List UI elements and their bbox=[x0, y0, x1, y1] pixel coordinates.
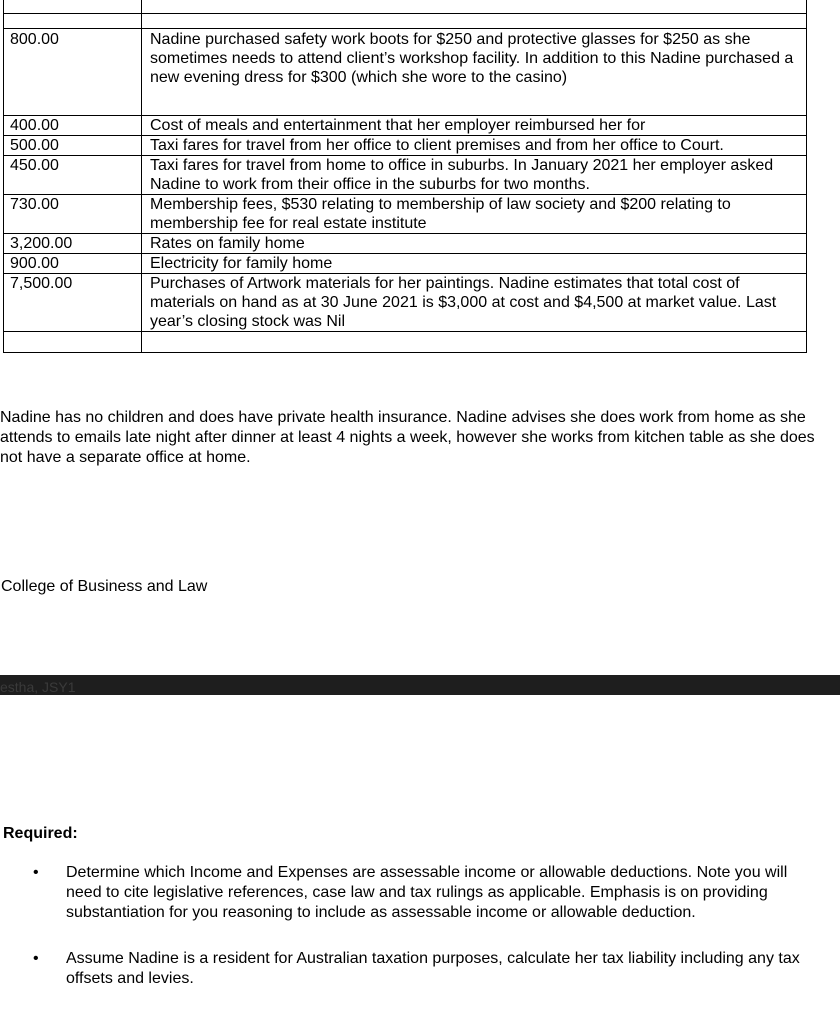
requirements-list bbox=[0, 863, 840, 989]
band-text: estha, JSY1 bbox=[0, 679, 76, 695]
case-note-paragraph: Nadine has no children and does have private health insurance. Nadine advises she does work from home as she attends to emails late night after dinner at least 4 nights a week, however she works from kitchen table as she does not have a separate office at home. bbox=[0, 409, 815, 466]
amount-cell: 800.00 bbox=[4, 29, 142, 116]
description-cell: Cost of meals and entertainment that her employer reimbursed her for bbox=[142, 116, 807, 136]
page-break-band bbox=[0, 675, 840, 695]
amount-cell: 730.00 bbox=[4, 195, 142, 234]
amount-cell: 3,200.00 bbox=[4, 234, 142, 254]
amount-cell: 900.00 bbox=[4, 254, 142, 274]
table-row bbox=[4, 29, 807, 116]
amount-cell bbox=[4, 14, 142, 29]
description-cell: Taxi fares for travel from home to office in suburbs. In January 2021 her employer asked Nadine to work from their office in the suburbs for two months. bbox=[142, 156, 807, 195]
table-row bbox=[4, 14, 807, 29]
bullet-icon: • bbox=[33, 864, 39, 881]
list-item bbox=[0, 949, 826, 989]
amount-cell: 500.00 bbox=[4, 136, 142, 156]
description-cell bbox=[142, 332, 807, 353]
amount-cell: 450.00 bbox=[4, 156, 142, 195]
required-heading: Required: bbox=[3, 825, 78, 842]
requirement-text: Assume Nadine is a resident for Australian taxation purposes, calculate her tax liability including any tax offsets and levies. bbox=[66, 950, 800, 987]
amount-cell bbox=[4, 332, 142, 353]
table-row bbox=[4, 116, 807, 136]
requirement-text: Determine which Income and Expenses are assessable income or allowable deductions. Note you will need to cite legislative references, case law and tax rulings as applicable. Emphasis is on providing substantiation for you reasoning to include as assessable income or allowable deduction. bbox=[66, 864, 788, 921]
description-cell bbox=[142, 0, 807, 14]
description-cell: Purchases of Artwork materials for her paintings. Nadine estimates that total cost of materials on hand as at 30 June 2021 is $3,000 at cost and $4,500 at market value. Last year’s closing stock was Nil bbox=[142, 274, 807, 332]
table-row bbox=[4, 234, 807, 254]
expense-table bbox=[3, 0, 807, 353]
table-row bbox=[4, 274, 807, 332]
description-cell: Taxi fares for travel from her office to client premises and from her office to Court. bbox=[142, 136, 807, 156]
list-item bbox=[0, 863, 826, 923]
table-row bbox=[4, 136, 807, 156]
amount-cell bbox=[4, 0, 142, 14]
table-row bbox=[4, 195, 807, 234]
table-row bbox=[4, 0, 807, 14]
table-row bbox=[4, 332, 807, 353]
description-cell: Electricity for family home bbox=[142, 254, 807, 274]
description-cell bbox=[142, 14, 807, 29]
table-row bbox=[4, 156, 807, 195]
amount-cell: 7,500.00 bbox=[4, 274, 142, 332]
table-row bbox=[4, 254, 807, 274]
description-cell: Membership fees, $530 relating to membership of law society and $200 relating to membership fee for real estate institute bbox=[142, 195, 807, 234]
amount-cell: 400.00 bbox=[4, 116, 142, 136]
bullet-icon: • bbox=[33, 950, 39, 967]
college-name: College of Business and Law bbox=[1, 578, 208, 595]
description-cell: Nadine purchased safety work boots for $250 and protective glasses for $250 as she sometimes needs to attend client’s workshop facility. In addition to this Nadine purchased a new evening dress for $300 (which she wore to the casino) bbox=[142, 29, 807, 116]
description-cell: Rates on family home bbox=[142, 234, 807, 254]
